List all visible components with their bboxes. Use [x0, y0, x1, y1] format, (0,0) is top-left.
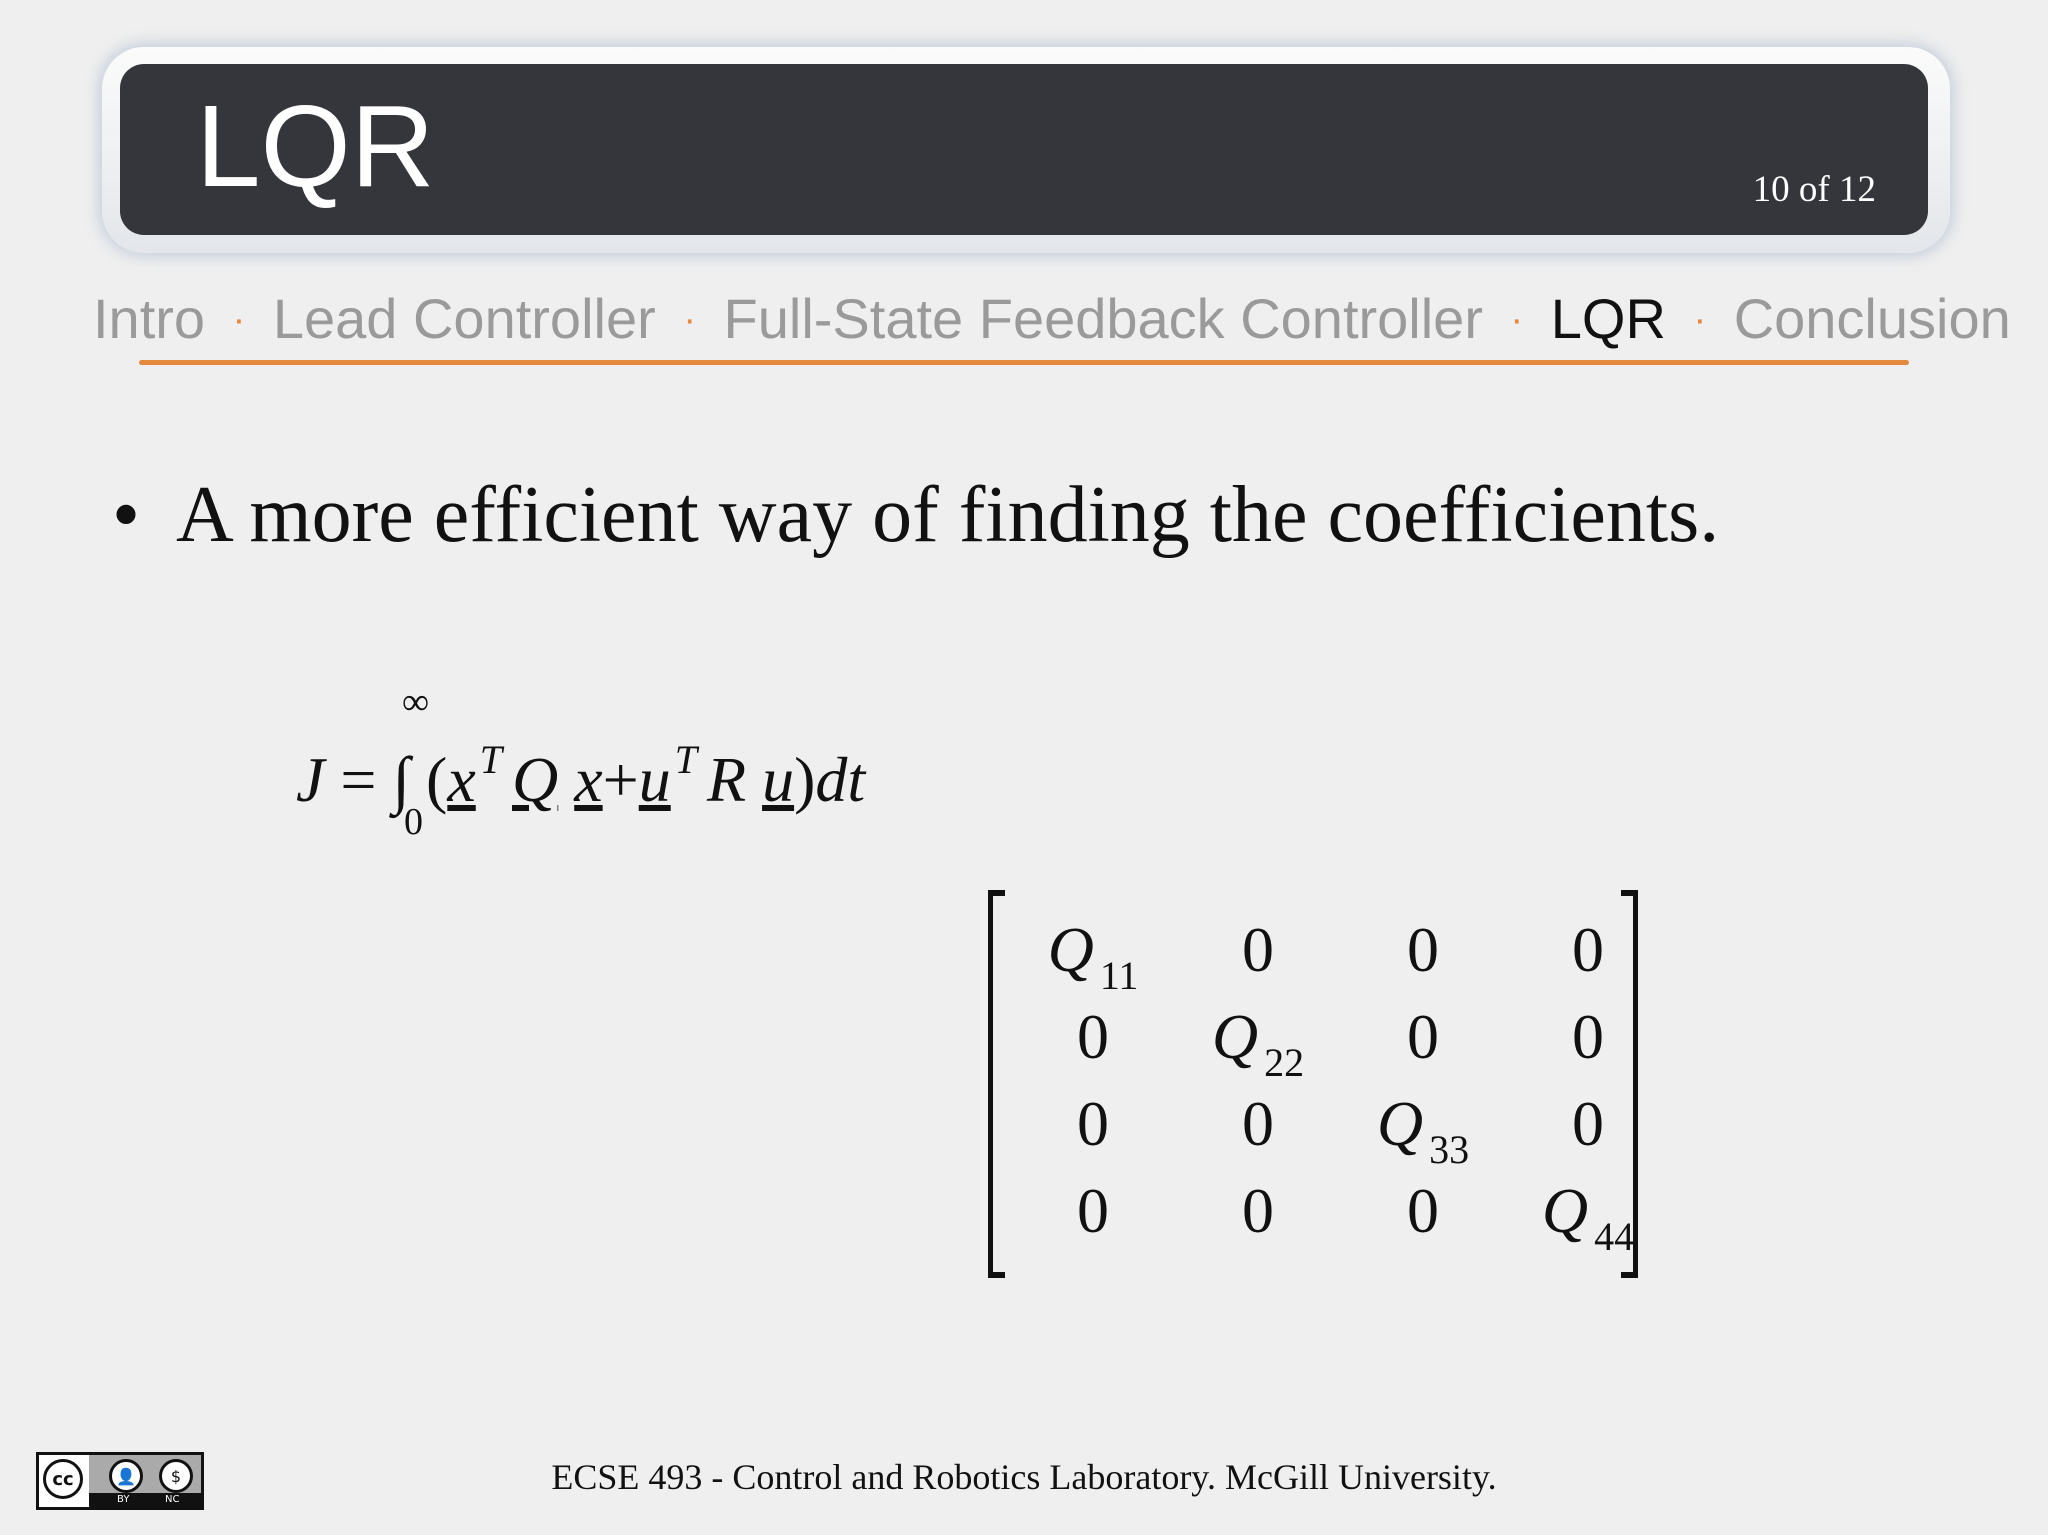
matrix-entry: Q [1211, 1001, 1259, 1072]
matrix-subscript: 22 [1264, 1040, 1305, 1085]
nav-item-full-state-feedback[interactable]: Full-State Feedback Controller [723, 287, 1483, 350]
integral-sign: ∫ [392, 744, 411, 815]
matrix-entry: 0 [1242, 1088, 1274, 1159]
bullet-point [112, 470, 1719, 560]
footer-text: ECSE 493 - Control and Robotics Laboratory. McGill University. [551, 1457, 1497, 1497]
matrix-cell-r4c2 [1183, 1171, 1333, 1251]
matrix-entry: Q [1376, 1088, 1424, 1159]
eq-close-paren: ) [794, 744, 816, 815]
section-nav [93, 284, 2011, 361]
eq-plus: + [602, 744, 639, 815]
cc-icon: cc [43, 1459, 83, 1499]
bullet-dot: • [112, 471, 141, 559]
nav-separator: · [232, 299, 246, 341]
nav-item-conclusion[interactable]: Conclusion [1733, 287, 2011, 350]
matrix-cell-r3c4 [1513, 1084, 1663, 1164]
nav-underline [139, 360, 1909, 365]
slide-title: LQR [196, 81, 435, 211]
eq-R: R [706, 744, 747, 815]
matrix-cell-r1c4 [1513, 910, 1663, 990]
eq-sup2: T [674, 737, 697, 782]
matrix-subscript: 44 [1594, 1214, 1635, 1259]
matrix-entry: 0 [1077, 1001, 1109, 1072]
eq-equals: = [340, 744, 377, 815]
matrix-entry: 0 [1242, 1175, 1274, 1246]
matrix-entry: Q [1541, 1175, 1589, 1246]
nav-item-lqr[interactable]: LQR [1550, 287, 1666, 350]
integral-upper-limit: ∞ [402, 681, 430, 723]
matrix-subscript: 11 [1099, 953, 1139, 998]
eq-lhs: J [296, 744, 325, 815]
header-bar [120, 64, 1928, 235]
matrix-entry: 0 [1407, 1001, 1439, 1072]
nav-separator: · [683, 299, 696, 341]
nav-separator: · [1693, 299, 1707, 341]
matrix-entry: 0 [1242, 914, 1274, 985]
matrix-cell-r1c2 [1183, 910, 1333, 990]
equation-body [296, 720, 865, 820]
matrix-entry: Q [1047, 914, 1094, 985]
nc-label: NC [165, 1494, 180, 1505]
by-label: BY [117, 1494, 130, 1505]
integral-lower-limit: 0 [404, 801, 423, 843]
eq-sup1: T [479, 737, 502, 782]
eq-dt: dt [815, 744, 866, 815]
eq-u1: u [638, 744, 671, 815]
matrix-entry: 0 [1572, 1001, 1604, 1072]
eq-x2: x [574, 744, 603, 815]
matrix-cell-r2c3 [1348, 997, 1498, 1077]
matrix-subscript: 33 [1429, 1127, 1470, 1172]
matrix-cell-r3c2 [1183, 1084, 1333, 1164]
matrix-cell-r2c4 [1513, 997, 1663, 1077]
eq-u2: u [762, 744, 795, 815]
matrix-left-bracket [988, 890, 1005, 1278]
matrix-entry: 0 [1572, 914, 1604, 985]
matrix-entry: 0 [1077, 1175, 1109, 1246]
matrix-entry: 0 [1572, 1088, 1604, 1159]
matrix-cell-r3c1 [1018, 1084, 1168, 1164]
cost-function-equation [296, 680, 1056, 850]
matrix-cell-r2c1 [1018, 997, 1168, 1077]
noncommercial-icon: $ [159, 1459, 193, 1493]
nav-item-intro[interactable]: Intro [93, 287, 206, 350]
eq-x1: x [447, 744, 476, 815]
matrix-entry: 0 [1407, 914, 1439, 985]
matrix-cell-r4c4 [1513, 1171, 1663, 1277]
page-indicator: 10 of 12 [1752, 169, 1876, 210]
bullet-text: A more efficient way of finding the coefficients. [176, 471, 1720, 559]
matrix-cell-r1c3 [1348, 910, 1498, 990]
nav-item-lead-controller[interactable]: Lead Controller [272, 287, 656, 350]
q-weight-matrix [988, 890, 1638, 1270]
attribution-icon: 👤 [109, 1459, 143, 1493]
eq-open-paren: ( [426, 744, 448, 815]
matrix-entry: 0 [1407, 1175, 1439, 1246]
eq-Q: Q [512, 744, 559, 815]
matrix-cell-r4c1 [1018, 1171, 1168, 1251]
matrix-cell-r4c3 [1348, 1171, 1498, 1251]
nav-separator: · [1510, 299, 1524, 341]
matrix-entry: 0 [1077, 1088, 1109, 1159]
